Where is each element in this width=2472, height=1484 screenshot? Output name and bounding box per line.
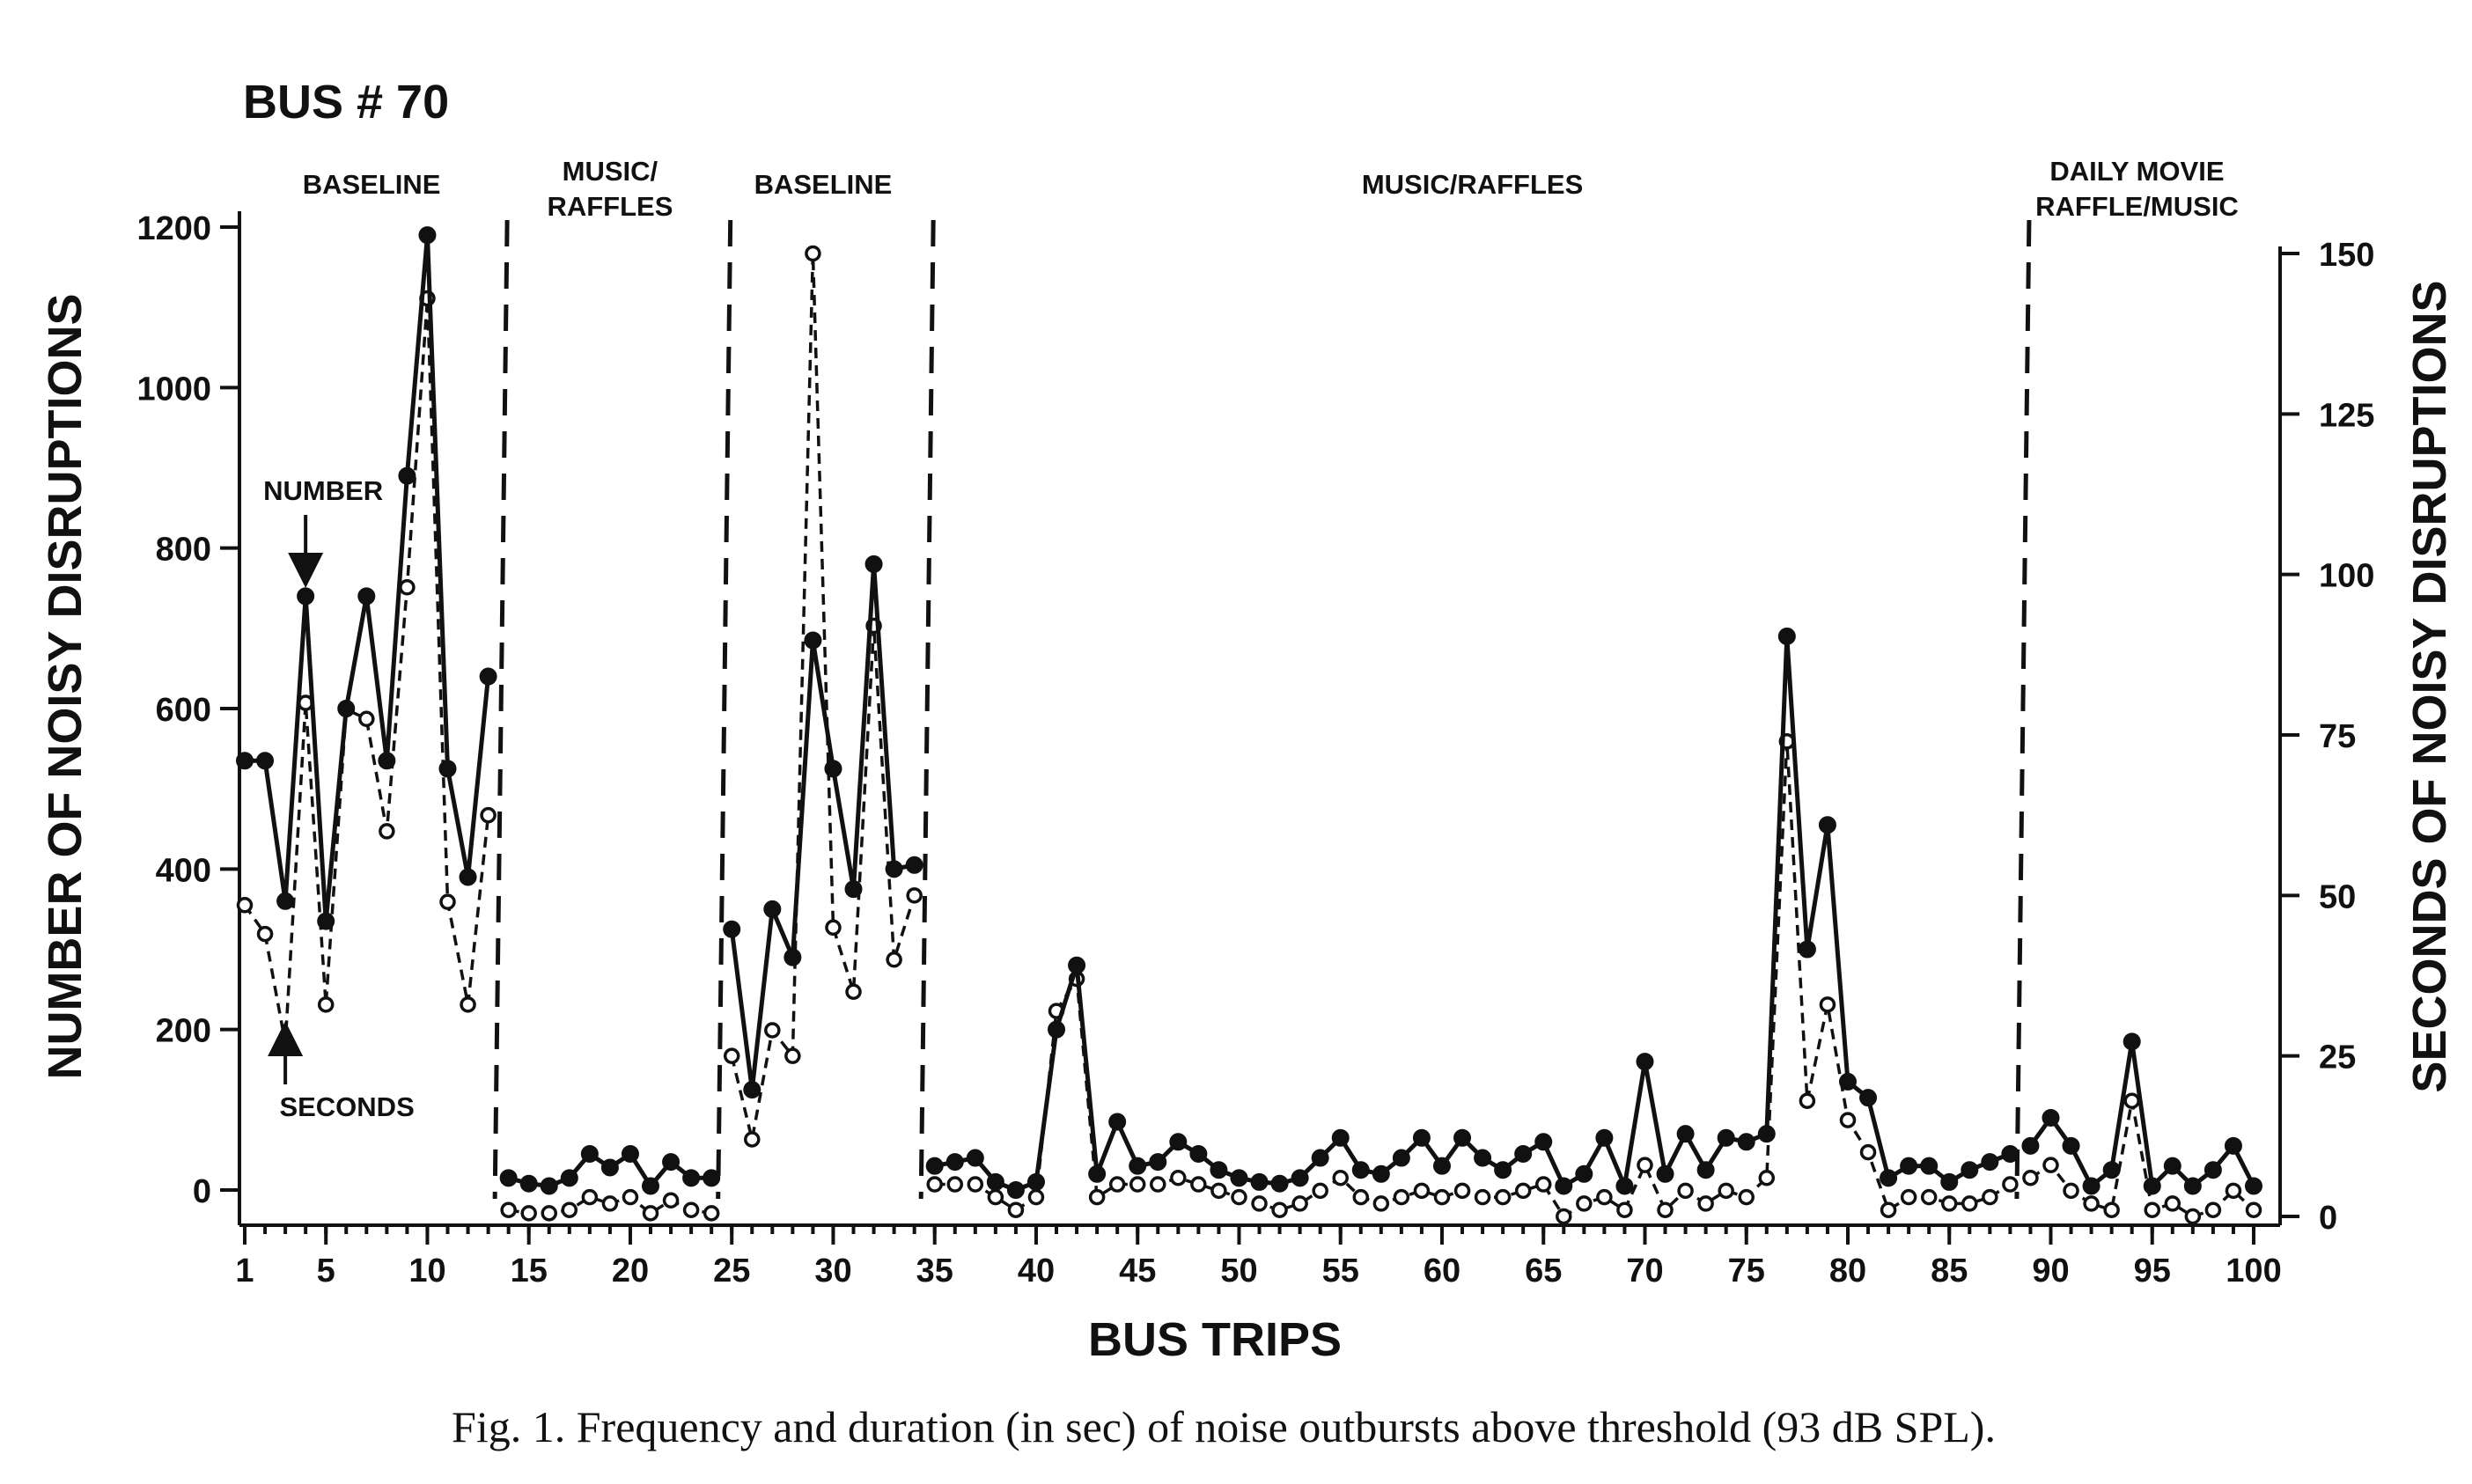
number-data-point — [298, 588, 313, 604]
number-data-point — [440, 760, 456, 776]
number-data-point — [1759, 1126, 1775, 1142]
number-data-point — [1658, 1166, 1674, 1182]
phase-divider — [921, 220, 933, 1199]
seconds-data-point — [1131, 1178, 1144, 1191]
number-data-point — [1921, 1158, 1937, 1174]
seconds-data-point — [1963, 1197, 1976, 1210]
number-data-point — [947, 1154, 963, 1170]
seconds-data-point — [2024, 1172, 2037, 1185]
number-series — [237, 227, 2262, 1198]
number-data-point — [764, 901, 780, 917]
seconds-data-point — [1009, 1203, 1022, 1216]
seconds-data-point — [1476, 1191, 1490, 1204]
number-data-point — [1678, 1126, 1694, 1142]
number-data-point — [1333, 1130, 1349, 1146]
seconds-data-point — [563, 1203, 576, 1216]
seconds-data-point — [239, 899, 252, 912]
seconds-data-point — [1172, 1172, 1185, 1185]
phase-label: MUSIC/RAFFLES — [1361, 169, 1584, 200]
left-y-tick-label: 400 — [155, 852, 211, 890]
number-data-point — [1190, 1146, 1206, 1162]
number-series-line — [245, 235, 489, 922]
number-data-point — [907, 857, 923, 873]
left-y-tick-label: 800 — [155, 531, 211, 569]
x-tick-label: 95 — [2133, 1253, 2171, 1289]
x-tick-label: 85 — [1931, 1253, 1968, 1289]
number-data-point — [622, 1146, 638, 1162]
seconds-data-point — [989, 1191, 1002, 1204]
left-y-tick-label: 1200 — [136, 210, 211, 247]
number-series-line — [2030, 1041, 2254, 1186]
seconds-data-point — [1497, 1191, 1510, 1204]
seconds-data-point — [968, 1178, 982, 1191]
seconds-data-point — [1719, 1184, 1733, 1197]
number-data-point — [318, 914, 334, 929]
number-data-point — [501, 1170, 517, 1186]
seconds-data-point — [685, 1203, 698, 1216]
seconds-data-point — [887, 953, 901, 966]
number-data-point — [1048, 1022, 1064, 1038]
seconds-series — [239, 247, 2261, 1223]
number-data-point — [1414, 1130, 1430, 1146]
seconds-data-point — [644, 1207, 658, 1220]
seconds-data-point — [1841, 1113, 1854, 1127]
number-data-point — [1556, 1178, 1571, 1194]
number-data-point — [562, 1170, 578, 1186]
number-data-point — [2226, 1138, 2241, 1154]
number-data-point — [1272, 1176, 1288, 1192]
number-data-point — [1880, 1170, 1896, 1186]
left-y-tick-label: 200 — [155, 1012, 211, 1050]
seconds-data-point — [1435, 1191, 1448, 1204]
number-data-point — [2064, 1138, 2079, 1154]
seconds-data-point — [847, 985, 860, 998]
seconds-data-point — [320, 998, 333, 1011]
number-data-point — [358, 588, 374, 604]
seconds-data-point — [705, 1207, 718, 1220]
seconds-data-point — [380, 825, 394, 838]
left-y-tick-label: 600 — [155, 692, 211, 729]
x-tick-label: 45 — [1119, 1253, 1157, 1289]
number-data-point — [1637, 1054, 1652, 1069]
seconds-data-point — [2044, 1158, 2057, 1172]
x-axis-ticks — [235, 1225, 2281, 1289]
number-data-point — [1109, 1114, 1125, 1130]
number-data-point — [724, 922, 739, 937]
seconds-data-point — [1537, 1178, 1550, 1191]
x-tick-label: 40 — [1017, 1253, 1056, 1289]
number-data-point — [379, 753, 394, 768]
number-data-point — [1028, 1174, 1044, 1190]
number-data-point — [481, 669, 497, 685]
number-data-point — [967, 1150, 983, 1166]
number-data-point — [582, 1146, 598, 1162]
seconds-data-point — [461, 998, 475, 1011]
seconds-data-point — [2226, 1184, 2240, 1197]
seconds-data-point — [603, 1197, 616, 1210]
seconds-data-point — [1618, 1203, 1631, 1216]
seconds-data-point — [1517, 1184, 1530, 1197]
number-data-point — [1739, 1134, 1755, 1150]
number-data-point — [1698, 1162, 1714, 1178]
x-tick-label: 100 — [2226, 1253, 2282, 1289]
right-y-tick-label: 150 — [2319, 237, 2375, 274]
seconds-data-point — [1638, 1158, 1652, 1172]
number-data-point — [541, 1178, 557, 1194]
left-y-tick-label: 1000 — [136, 371, 211, 408]
x-tick-label: 50 — [1220, 1253, 1258, 1289]
seconds-data-point — [1293, 1197, 1306, 1210]
number-data-point — [2185, 1178, 2201, 1194]
number-data-point — [1718, 1130, 1734, 1146]
number-data-point — [237, 753, 253, 768]
right-y-tick-label: 50 — [2319, 878, 2357, 916]
number-data-point — [1089, 1166, 1105, 1182]
x-tick-label: 90 — [2032, 1253, 2070, 1289]
x-tick-label: 10 — [408, 1253, 446, 1289]
seconds-data-point — [2145, 1203, 2159, 1216]
seconds-data-point — [1983, 1191, 1997, 1204]
number-data-point — [1129, 1158, 1145, 1174]
number-series-line — [935, 636, 2011, 1190]
seconds-data-point — [786, 1049, 799, 1062]
number-data-point — [2104, 1162, 2120, 1178]
number-data-point — [2022, 1138, 2038, 1154]
left-y-axis-title: NUMBER OF NOISY DISRUPTIONS — [39, 293, 92, 1080]
number-data-point — [1576, 1166, 1592, 1182]
number-data-point — [1008, 1182, 1024, 1198]
seconds-series-line — [245, 298, 489, 1043]
number-data-point — [1941, 1174, 1957, 1190]
seconds-data-point — [1151, 1178, 1165, 1191]
seconds-data-point — [1456, 1184, 1469, 1197]
seconds-data-point — [766, 1024, 779, 1037]
phase-label: BASELINE — [754, 169, 893, 200]
number-data-point — [1616, 1178, 1632, 1194]
seconds-data-point — [542, 1207, 555, 1220]
number-data-point — [1150, 1154, 1166, 1170]
number-data-point — [1292, 1170, 1308, 1186]
seconds-data-point — [2125, 1094, 2138, 1107]
number-data-point — [1313, 1150, 1328, 1166]
x-tick-label: 30 — [814, 1253, 852, 1289]
number-data-point — [1231, 1170, 1247, 1186]
number-data-point — [1840, 1074, 1856, 1090]
number-data-point — [1434, 1158, 1450, 1174]
seconds-data-point — [665, 1194, 678, 1207]
right-y-axis-ticks — [2280, 237, 2374, 1237]
chart-title: BUS # 70 — [243, 76, 450, 129]
figure-caption: Fig. 1. Frequency and duration (in sec) of noise outbursts above threshold (93 dB SPL). — [452, 1402, 1996, 1451]
number-data-point — [2084, 1178, 2100, 1194]
seconds-data-point — [1800, 1094, 1814, 1107]
phase-label: DAILY MOVIE RAFFLE/MUSIC — [2035, 156, 2239, 222]
phase-divider — [2017, 220, 2029, 1199]
seconds-data-point — [1374, 1197, 1387, 1210]
number-data-point — [1535, 1134, 1551, 1150]
right-y-tick-label: 125 — [2319, 397, 2375, 435]
number-data-point — [602, 1159, 618, 1175]
x-tick-label: 70 — [1626, 1253, 1664, 1289]
right-y-axis-title: SECONDS OF NOISY DISRUPTIONS — [2403, 280, 2456, 1093]
seconds-data-point — [1313, 1184, 1327, 1197]
right-y-tick-label: 25 — [2319, 1039, 2357, 1076]
seconds-data-point — [746, 1133, 759, 1146]
seconds-data-point — [1091, 1191, 1104, 1204]
seconds-data-point — [1557, 1210, 1571, 1223]
seconds-data-point — [1740, 1191, 1753, 1204]
seconds-data-point — [928, 1178, 941, 1191]
seconds-data-point — [1659, 1203, 1672, 1216]
phase-label: BASELINE — [302, 169, 441, 200]
seconds-data-point — [725, 1049, 739, 1062]
seconds-data-point — [1253, 1197, 1266, 1210]
number-data-point — [927, 1158, 943, 1174]
number-data-point — [338, 701, 354, 716]
seconds-data-point — [2186, 1210, 2199, 1223]
seconds-data-point — [1212, 1184, 1225, 1197]
x-tick-label: 55 — [1321, 1253, 1359, 1289]
number-data-point — [399, 468, 415, 484]
number-annotation: NUMBER — [263, 475, 384, 506]
x-tick-label: 15 — [510, 1253, 548, 1289]
x-tick-label: 65 — [1525, 1253, 1563, 1289]
left-y-axis-ticks — [136, 210, 239, 1210]
number-data-point — [2042, 1110, 2058, 1126]
seconds-data-point — [2105, 1203, 2118, 1216]
seconds-data-point — [948, 1178, 961, 1191]
number-data-point — [663, 1154, 679, 1170]
number-data-point — [2002, 1146, 2018, 1162]
seconds-data-point — [1943, 1197, 1956, 1210]
seconds-data-point — [482, 809, 495, 822]
number-data-point — [703, 1170, 719, 1186]
number-data-point — [521, 1176, 537, 1192]
seconds-data-point — [1111, 1178, 1124, 1191]
number-data-point — [1596, 1130, 1612, 1146]
seconds-data-point — [2085, 1197, 2098, 1210]
x-axis-title: BUS TRIPS — [1087, 1313, 1343, 1366]
seconds-data-point — [2064, 1184, 2078, 1197]
seconds-data-point — [2248, 1203, 2261, 1216]
number-data-point — [277, 893, 293, 909]
x-tick-label: 5 — [316, 1253, 335, 1289]
number-data-point — [460, 869, 476, 885]
number-data-point — [1069, 958, 1085, 973]
number-data-point — [1210, 1162, 1226, 1178]
number-data-point — [887, 861, 902, 877]
x-tick-label: 1 — [235, 1253, 254, 1289]
number-data-point — [2124, 1033, 2140, 1049]
number-data-point — [1454, 1130, 1470, 1146]
seconds-data-point — [1902, 1191, 1916, 1204]
seconds-data-point — [1394, 1191, 1408, 1204]
x-tick-label: 80 — [1828, 1253, 1867, 1289]
number-data-point — [2205, 1162, 2221, 1178]
number-data-point — [825, 760, 841, 776]
right-y-tick-label: 100 — [2319, 557, 2375, 595]
x-tick-label: 35 — [916, 1253, 953, 1289]
seconds-data-point — [1578, 1197, 1591, 1210]
axes — [239, 211, 2280, 1225]
number-data-point — [1373, 1166, 1389, 1182]
seconds-data-point — [583, 1191, 596, 1204]
x-tick-label: 25 — [713, 1253, 751, 1289]
seconds-data-point — [502, 1203, 515, 1216]
seconds-data-point — [1273, 1203, 1286, 1216]
seconds-data-point — [1334, 1172, 1347, 1185]
number-data-point — [1901, 1158, 1917, 1174]
number-data-point — [643, 1178, 658, 1194]
seconds-data-point — [1882, 1203, 1895, 1216]
number-data-point — [1394, 1150, 1409, 1166]
number-data-point — [1820, 817, 1836, 833]
seconds-data-point — [623, 1191, 636, 1204]
seconds-data-point — [1679, 1184, 1692, 1197]
x-tick-label: 20 — [611, 1253, 650, 1289]
number-data-point — [1779, 628, 1795, 644]
seconds-data-point — [1923, 1191, 1936, 1204]
number-data-point — [1495, 1162, 1511, 1178]
seconds-data-point — [2206, 1203, 2219, 1216]
seconds-data-point — [827, 921, 840, 934]
number-data-point — [805, 633, 820, 649]
seconds-data-point — [1232, 1191, 1246, 1204]
seconds-data-point — [2166, 1197, 2179, 1210]
number-data-point — [784, 950, 800, 966]
number-data-point — [1475, 1150, 1490, 1166]
number-data-point — [1515, 1146, 1531, 1162]
number-data-point — [866, 556, 882, 572]
x-tick-label: 60 — [1423, 1253, 1461, 1289]
left-y-tick-label: 0 — [192, 1173, 211, 1210]
number-data-point — [846, 881, 862, 897]
phase-labels — [303, 156, 2239, 222]
seconds-data-point — [401, 581, 414, 594]
seconds-data-point — [441, 895, 454, 908]
number-data-point — [1799, 942, 1815, 958]
number-data-point — [2246, 1178, 2262, 1194]
seconds-data-point — [806, 247, 820, 261]
number-data-point — [2145, 1178, 2160, 1194]
number-data-point — [419, 227, 435, 243]
number-data-point — [257, 753, 273, 768]
seconds-data-point — [1029, 1191, 1042, 1204]
seconds-data-point — [1415, 1184, 1428, 1197]
seconds-data-point — [1862, 1146, 1875, 1159]
right-y-tick-label: 0 — [2319, 1200, 2338, 1237]
seconds-annotation: SECONDS — [279, 1091, 415, 1122]
phase-divider — [495, 220, 507, 1199]
seconds-data-point — [1699, 1197, 1712, 1210]
number-data-point — [744, 1082, 760, 1098]
seconds-data-point — [908, 889, 921, 902]
number-data-point — [1353, 1162, 1369, 1178]
x-tick-label: 75 — [1727, 1253, 1765, 1289]
seconds-data-point — [2004, 1178, 2017, 1191]
seconds-data-point — [1192, 1178, 1205, 1191]
phase-label: MUSIC/ RAFFLES — [547, 156, 673, 222]
number-data-point — [1170, 1134, 1186, 1150]
number-data-point — [1252, 1174, 1268, 1190]
right-y-tick-label: 75 — [2319, 718, 2357, 755]
number-data-point — [1982, 1154, 1997, 1170]
seconds-data-point — [1821, 998, 1834, 1011]
seconds-data-point — [259, 928, 272, 941]
number-data-point — [1961, 1162, 1977, 1178]
seconds-data-point — [1760, 1172, 1773, 1185]
number-data-point — [683, 1170, 699, 1186]
seconds-data-point — [1598, 1191, 1611, 1204]
seconds-data-point — [1354, 1191, 1367, 1204]
seconds-data-point — [522, 1207, 535, 1220]
number-data-point — [2165, 1158, 2181, 1174]
number-data-point — [988, 1174, 1004, 1190]
number-data-point — [1860, 1090, 1876, 1106]
seconds-data-point — [360, 712, 373, 725]
